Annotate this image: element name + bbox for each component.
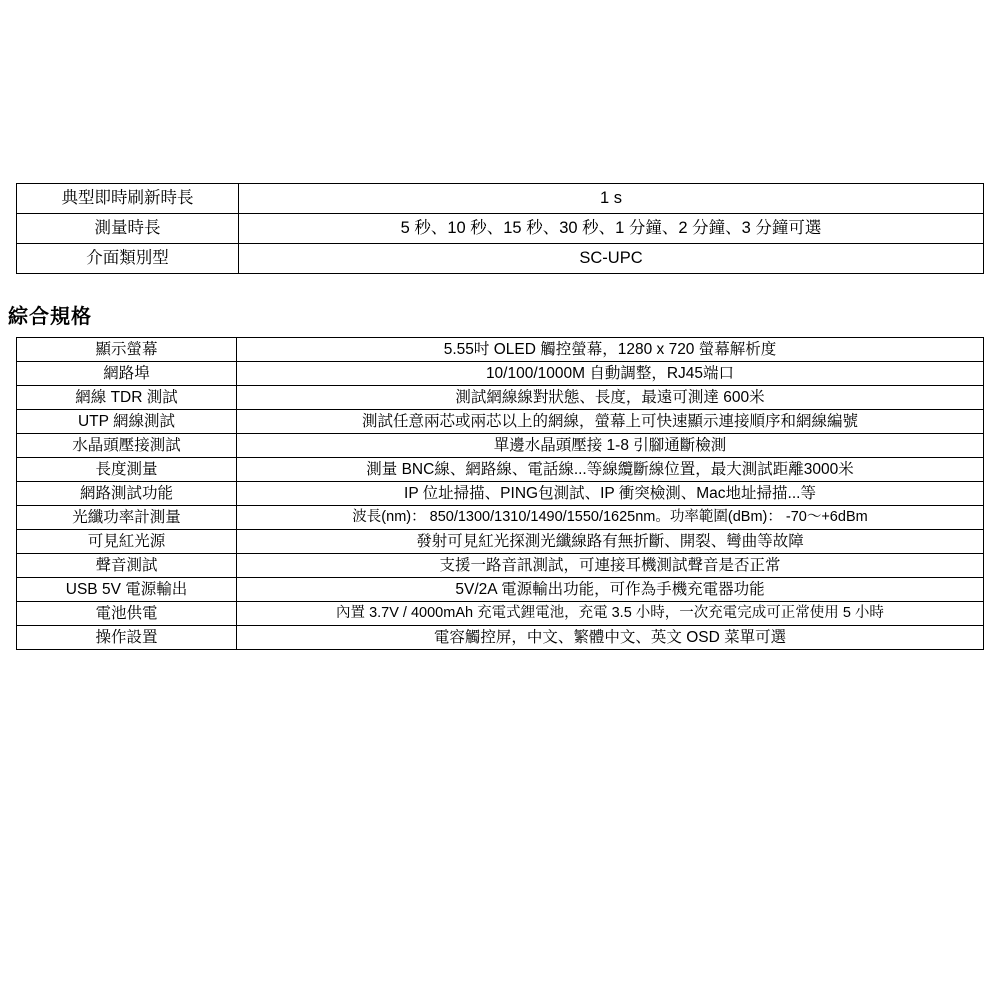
table-row <box>17 434 984 458</box>
table-row <box>17 362 984 386</box>
table-row <box>17 338 984 362</box>
spec-value: 5 秒、10 秒、15 秒、30 秒、1 分鐘、2 分鐘、3 分鐘可選 <box>239 214 984 244</box>
spec-label: 網路測試功能 <box>17 482 237 506</box>
spec-value: 5.55吋 OLED 觸控螢幕，1280 x 720 螢幕解析度 <box>237 338 984 362</box>
spec-label: USB 5V 電源輸出 <box>17 578 237 602</box>
table-row <box>17 506 984 530</box>
spec-value: 單邊水晶頭壓接 1-8 引腳通斷檢測 <box>237 434 984 458</box>
spec-label: 水晶頭壓接測試 <box>17 434 237 458</box>
spec-label: 可見紅光源 <box>17 530 237 554</box>
spec-value: 5V/2A 電源輸出功能，可作為手機充電器功能 <box>237 578 984 602</box>
table-row <box>17 458 984 482</box>
spec-label: 顯示螢幕 <box>17 338 237 362</box>
table-row <box>17 410 984 434</box>
spec-value: 電容觸控屏，中文、繁體中文、英文 OSD 菜單可選 <box>237 626 984 650</box>
table-row <box>17 184 984 214</box>
spec-label: 典型即時刷新時長 <box>17 184 239 214</box>
table-row <box>17 554 984 578</box>
spec-value: 10/100/1000M 自動調整，RJ45端口 <box>237 362 984 386</box>
general-spec-table <box>16 337 984 650</box>
table-row <box>17 482 984 506</box>
spec-label: 聲音測試 <box>17 554 237 578</box>
section-heading: 綜合規格 <box>8 306 92 328</box>
table-row <box>17 578 984 602</box>
table-row <box>17 626 984 650</box>
spec-label: UTP 網線測試 <box>17 410 237 434</box>
spec-value: 1 s <box>239 184 984 214</box>
spec-label: 網路埠 <box>17 362 237 386</box>
spec-value: 發射可見紅光探測光纖線路有無折斷、開裂、彎曲等故障 <box>237 530 984 554</box>
spec-value: IP 位址掃描、PING包測試、IP 衝突檢測、Mac地址掃描...等 <box>237 482 984 506</box>
table-row <box>17 244 984 274</box>
spec-label: 測量時長 <box>17 214 239 244</box>
spec-value: 測試網線線對狀態、長度，最遠可測達 600米 <box>237 386 984 410</box>
spec-label: 介面類別型 <box>17 244 239 274</box>
spec-label: 操作設置 <box>17 626 237 650</box>
table-row <box>17 214 984 244</box>
spec-value: 測試任意兩芯或兩芯以上的網線，螢幕上可快速顯示連接順序和網線編號 <box>237 410 984 434</box>
spec-value: 波長(nm)： 850/1300/1310/1490/1550/1625nm。功率範圍(dBm)： -70～+6dBm <box>237 506 984 530</box>
table-row <box>17 602 984 626</box>
spec-value: SC-UPC <box>239 244 984 274</box>
spec-label: 電池供電 <box>17 602 237 626</box>
table-row <box>17 386 984 410</box>
spec-label: 網線 TDR 測試 <box>17 386 237 410</box>
table-row <box>17 530 984 554</box>
spec-value: 測量 BNC線、網路線、電話線...等線纜斷線位置，最大測試距離3000米 <box>237 458 984 482</box>
spec-label: 長度測量 <box>17 458 237 482</box>
spec-value: 內置 3.7V / 4000mAh 充電式鋰電池，充電 3.5 小時，一次充電完成可正常使用 5 小時 <box>237 602 984 626</box>
top-spec-table <box>16 183 984 274</box>
spec-label: 光纖功率計測量 <box>17 506 237 530</box>
spec-value: 支援一路音訊測試，可連接耳機測試聲音是否正常 <box>237 554 984 578</box>
